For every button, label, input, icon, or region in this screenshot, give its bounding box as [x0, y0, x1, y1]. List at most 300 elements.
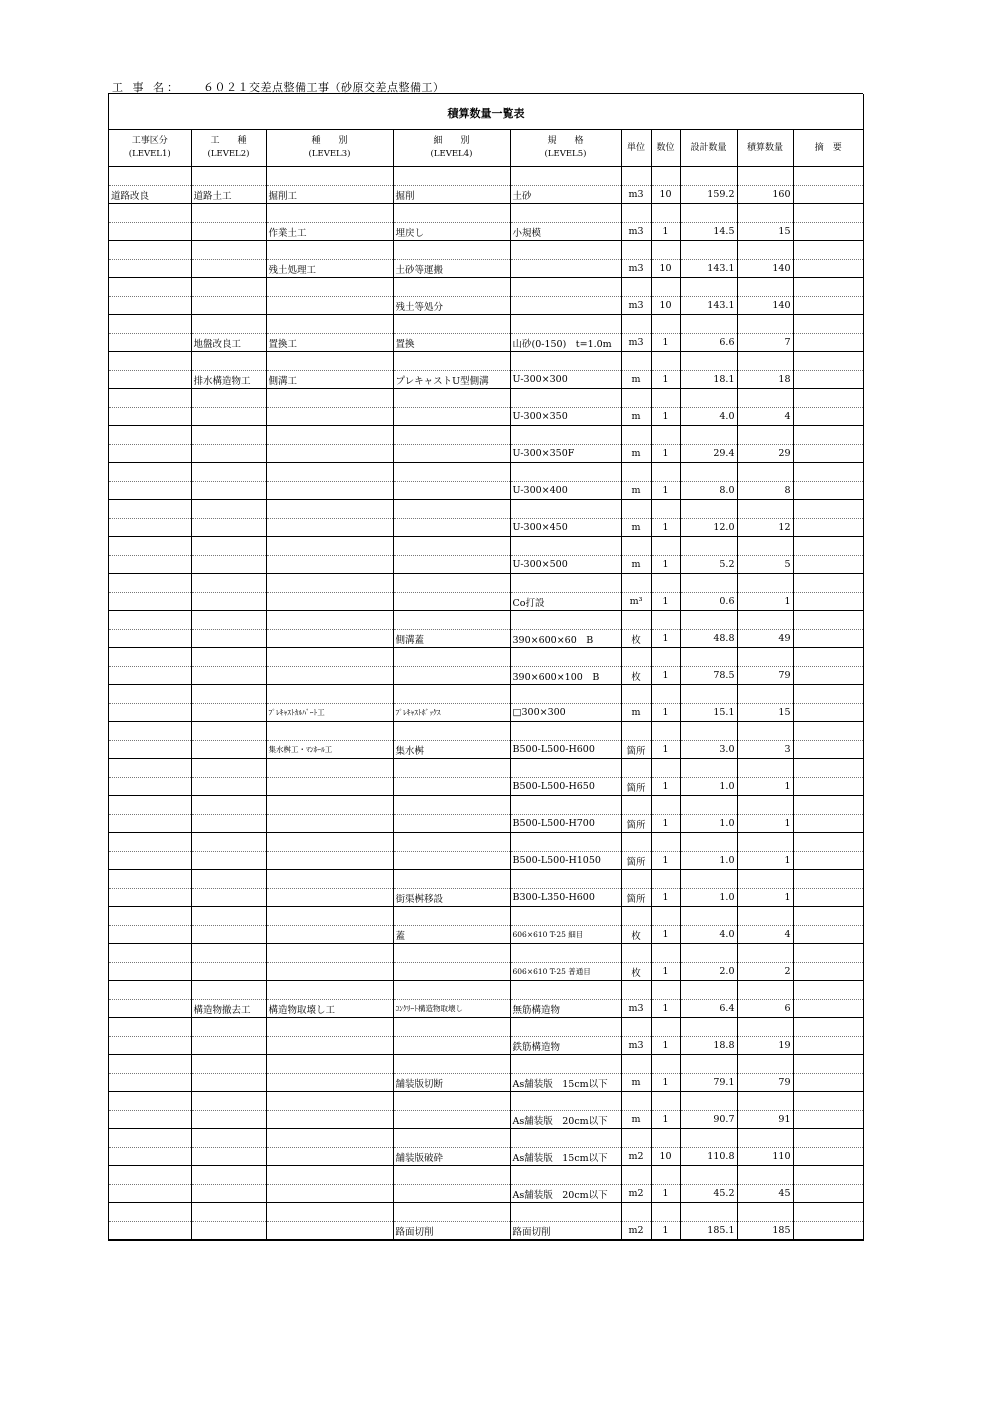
header-level1: 工事区分 (LEVEL1) — [109, 130, 191, 167]
spacer-cell — [793, 870, 863, 889]
spacer-cell — [191, 167, 266, 186]
spacer-cell — [793, 1092, 863, 1111]
spacer-cell — [266, 315, 393, 334]
cell-remarks — [793, 1185, 863, 1203]
spacer-row — [109, 759, 863, 778]
spacer-cell — [266, 1092, 393, 1111]
cell-remarks — [793, 963, 863, 981]
cell-remarks — [793, 1222, 863, 1240]
spacer-cell — [109, 500, 191, 519]
table-row — [109, 186, 863, 204]
cell-calc-qty: 140 — [737, 297, 793, 315]
cell-remarks — [793, 667, 863, 685]
spacer-cell — [510, 722, 621, 741]
cell-level4 — [393, 963, 510, 981]
spacer-cell — [680, 1018, 737, 1037]
cell-unit: m — [621, 704, 651, 722]
spacer-cell — [109, 1055, 191, 1074]
cell-remarks — [793, 1111, 863, 1129]
cell-level1 — [109, 297, 191, 315]
cell-level4: 蓋 — [393, 926, 510, 944]
spacer-cell — [651, 907, 680, 926]
cell-level5: As舗装版 20cm以下 — [510, 1185, 621, 1203]
spacer-cell — [793, 204, 863, 223]
cell-level5: 小規模 — [510, 223, 621, 241]
cell-unit: 箇所 — [621, 889, 651, 907]
cell-level3 — [266, 926, 393, 944]
cell-level1 — [109, 1148, 191, 1166]
spacer-row — [109, 389, 863, 408]
cell-digit: 1 — [651, 445, 680, 463]
spacer-cell — [393, 204, 510, 223]
spacer-cell — [621, 463, 651, 482]
cell-unit: m3 — [621, 223, 651, 241]
spacer-cell — [266, 685, 393, 704]
cell-design-qty: 12.0 — [680, 519, 737, 537]
spacer-cell — [510, 315, 621, 334]
spacer-cell — [266, 944, 393, 963]
cell-design-qty: 78.5 — [680, 667, 737, 685]
cell-unit: 枚 — [621, 963, 651, 981]
spacer-cell — [266, 796, 393, 815]
spacer-cell — [651, 315, 680, 334]
cell-digit: 1 — [651, 704, 680, 722]
cell-level1 — [109, 704, 191, 722]
cell-level2 — [191, 593, 266, 611]
spacer-cell — [793, 1055, 863, 1074]
table-row — [109, 889, 863, 907]
spacer-cell — [510, 981, 621, 1000]
header-design-qty: 設計数量 — [680, 130, 737, 167]
spacer-cell — [793, 463, 863, 482]
spacer-cell — [510, 574, 621, 593]
cell-digit: 1 — [651, 334, 680, 352]
spacer-cell — [793, 1166, 863, 1185]
spacer-cell — [109, 1203, 191, 1222]
cell-unit: 箇所 — [621, 815, 651, 833]
spacer-row — [109, 833, 863, 852]
spacer-cell — [651, 167, 680, 186]
cell-calc-qty: 6 — [737, 1000, 793, 1018]
table-row — [109, 1000, 863, 1018]
spacer-cell — [651, 685, 680, 704]
spacer-cell — [621, 611, 651, 630]
cell-level3: 構造物取壊し工 — [266, 1000, 393, 1018]
table-row — [109, 963, 863, 981]
spacer-cell — [680, 574, 737, 593]
spacer-row — [109, 241, 863, 260]
spacer-cell — [621, 944, 651, 963]
cell-digit: 1 — [651, 667, 680, 685]
spacer-cell — [680, 537, 737, 556]
cell-digit: 1 — [651, 630, 680, 648]
spacer-cell — [266, 167, 393, 186]
header-digit: 数位 — [651, 130, 680, 167]
spacer-cell — [621, 1203, 651, 1222]
cell-level5: B500-L500-H600 — [510, 741, 621, 759]
spacer-cell — [737, 870, 793, 889]
cell-level1 — [109, 741, 191, 759]
cell-level5: □300×300 — [510, 704, 621, 722]
spacer-cell — [393, 389, 510, 408]
spacer-cell — [510, 1055, 621, 1074]
spacer-cell — [109, 389, 191, 408]
cell-level3 — [266, 1185, 393, 1203]
table-row — [109, 371, 863, 389]
cell-unit: 箇所 — [621, 741, 651, 759]
cell-level3: 作業土工 — [266, 223, 393, 241]
spacer-cell — [266, 759, 393, 778]
spacer-cell — [680, 685, 737, 704]
spacer-cell — [191, 981, 266, 1000]
spacer-cell — [621, 426, 651, 445]
spacer-cell — [393, 426, 510, 445]
cell-level1 — [109, 482, 191, 500]
table-row — [109, 1148, 863, 1166]
cell-level2 — [191, 519, 266, 537]
spacer-cell — [191, 1203, 266, 1222]
cell-level2: 地盤改良工 — [191, 334, 266, 352]
spacer-cell — [621, 833, 651, 852]
cell-level3 — [266, 593, 393, 611]
spacer-cell — [393, 907, 510, 926]
spacer-cell — [266, 278, 393, 297]
table-row — [109, 408, 863, 426]
header-level2: 工 種 (LEVEL2) — [191, 130, 266, 167]
cell-remarks — [793, 1000, 863, 1018]
spacer-cell — [793, 537, 863, 556]
cell-level4 — [393, 1037, 510, 1055]
cell-digit: 1 — [651, 778, 680, 796]
cell-remarks — [793, 852, 863, 870]
cell-level3 — [266, 445, 393, 463]
cell-level3 — [266, 297, 393, 315]
spacer-cell — [109, 907, 191, 926]
spacer-cell — [393, 611, 510, 630]
cell-level1 — [109, 1222, 191, 1240]
spacer-cell — [510, 1092, 621, 1111]
cell-digit: 1 — [651, 593, 680, 611]
cell-design-qty: 90.7 — [680, 1111, 737, 1129]
spacer-cell — [510, 870, 621, 889]
spacer-cell — [621, 1129, 651, 1148]
cell-design-qty: 48.8 — [680, 630, 737, 648]
cell-level2 — [191, 482, 266, 500]
spacer-cell — [737, 167, 793, 186]
cell-level2: 構造物撤去工 — [191, 1000, 266, 1018]
spacer-cell — [680, 944, 737, 963]
spacer-row — [109, 500, 863, 519]
spacer-cell — [621, 574, 651, 593]
cell-calc-qty: 1 — [737, 852, 793, 870]
spacer-cell — [680, 1092, 737, 1111]
spacer-cell — [393, 315, 510, 334]
spacer-cell — [680, 352, 737, 371]
cell-level3 — [266, 1222, 393, 1240]
cell-remarks — [793, 371, 863, 389]
cell-level2 — [191, 889, 266, 907]
spacer-cell — [680, 204, 737, 223]
spacer-cell — [737, 833, 793, 852]
spacer-row — [109, 537, 863, 556]
cell-level5 — [510, 297, 621, 315]
cell-level3 — [266, 408, 393, 426]
spacer-cell — [510, 611, 621, 630]
cell-design-qty: 8.0 — [680, 482, 737, 500]
cell-level5: As舗装版 15cm以下 — [510, 1148, 621, 1166]
spacer-cell — [109, 1166, 191, 1185]
spacer-row — [109, 796, 863, 815]
spacer-row — [109, 685, 863, 704]
spacer-cell — [393, 870, 510, 889]
spacer-row — [109, 944, 863, 963]
table-row — [109, 1074, 863, 1092]
quantity-table — [109, 130, 863, 1240]
cell-remarks — [793, 1148, 863, 1166]
spacer-cell — [510, 278, 621, 297]
spacer-cell — [266, 204, 393, 223]
table-row — [109, 630, 863, 648]
spacer-cell — [109, 1018, 191, 1037]
spacer-cell — [109, 1129, 191, 1148]
spacer-cell — [266, 241, 393, 260]
cell-digit: 1 — [651, 926, 680, 944]
cell-unit: 枚 — [621, 667, 651, 685]
cell-unit: m3 — [621, 297, 651, 315]
cell-unit: 枚 — [621, 630, 651, 648]
spacer-cell — [651, 463, 680, 482]
cell-unit: m3 — [621, 1037, 651, 1055]
spacer-row — [109, 907, 863, 926]
cell-unit: m³ — [621, 593, 651, 611]
table-row — [109, 704, 863, 722]
cell-level2 — [191, 1185, 266, 1203]
spacer-cell — [737, 611, 793, 630]
cell-level4: ﾌﾟﾚｷｬｽﾄﾎﾞｯｸｽ — [393, 704, 510, 722]
cell-unit: m3 — [621, 260, 651, 278]
cell-level2 — [191, 815, 266, 833]
cell-level2 — [191, 704, 266, 722]
cell-unit: m3 — [621, 1000, 651, 1018]
spacer-cell — [793, 1203, 863, 1222]
quantity-sheet — [108, 94, 864, 1241]
spacer-cell — [510, 500, 621, 519]
spacer-cell — [393, 944, 510, 963]
spacer-cell — [651, 500, 680, 519]
spacer-cell — [651, 1129, 680, 1148]
cell-level1 — [109, 445, 191, 463]
cell-remarks — [793, 297, 863, 315]
cell-level1 — [109, 815, 191, 833]
spacer-cell — [510, 389, 621, 408]
spacer-cell — [266, 1203, 393, 1222]
spacer-cell — [737, 389, 793, 408]
cell-level1 — [109, 778, 191, 796]
spacer-row — [109, 574, 863, 593]
spacer-cell — [793, 833, 863, 852]
spacer-cell — [393, 1055, 510, 1074]
spacer-cell — [793, 389, 863, 408]
spacer-cell — [680, 1055, 737, 1074]
project-label: 工 事 名： — [112, 81, 181, 94]
cell-level4 — [393, 1111, 510, 1129]
cell-level4 — [393, 556, 510, 574]
cell-calc-qty: 7 — [737, 334, 793, 352]
cell-level2 — [191, 630, 266, 648]
header-unit: 単位 — [621, 130, 651, 167]
cell-level4: 埋戻し — [393, 223, 510, 241]
spacer-cell — [680, 870, 737, 889]
spacer-cell — [191, 204, 266, 223]
cell-level4: 掘削 — [393, 186, 510, 204]
spacer-cell — [191, 685, 266, 704]
spacer-cell — [266, 722, 393, 741]
table-row — [109, 1037, 863, 1055]
spacer-cell — [393, 241, 510, 260]
spacer-cell — [109, 611, 191, 630]
spacer-cell — [109, 241, 191, 260]
spacer-cell — [191, 389, 266, 408]
spacer-cell — [393, 352, 510, 371]
spacer-cell — [191, 796, 266, 815]
cell-level3 — [266, 1148, 393, 1166]
spacer-row — [109, 463, 863, 482]
spacer-cell — [737, 1203, 793, 1222]
spacer-cell — [621, 389, 651, 408]
cell-level2 — [191, 223, 266, 241]
spacer-cell — [191, 241, 266, 260]
spacer-cell — [191, 500, 266, 519]
cell-level4: プレキャストU型側溝 — [393, 371, 510, 389]
spacer-cell — [793, 648, 863, 667]
spacer-cell — [737, 1018, 793, 1037]
cell-design-qty: 6.6 — [680, 334, 737, 352]
cell-level5: U-300×500 — [510, 556, 621, 574]
cell-digit: 1 — [651, 963, 680, 981]
cell-digit: 1 — [651, 556, 680, 574]
cell-design-qty: 79.1 — [680, 1074, 737, 1092]
cell-level4 — [393, 852, 510, 870]
spacer-cell — [680, 315, 737, 334]
cell-level4 — [393, 593, 510, 611]
cell-calc-qty: 2 — [737, 963, 793, 981]
table-row — [109, 223, 863, 241]
spacer-cell — [680, 981, 737, 1000]
cell-design-qty: 1.0 — [680, 815, 737, 833]
spacer-cell — [109, 833, 191, 852]
cell-unit: m — [621, 482, 651, 500]
spacer-cell — [393, 278, 510, 297]
spacer-cell — [393, 722, 510, 741]
spacer-cell — [191, 278, 266, 297]
table-row — [109, 445, 863, 463]
cell-digit: 1 — [651, 1037, 680, 1055]
cell-remarks — [793, 334, 863, 352]
cell-unit: m2 — [621, 1222, 651, 1240]
spacer-cell — [393, 1166, 510, 1185]
spacer-cell — [680, 796, 737, 815]
cell-calc-qty: 4 — [737, 408, 793, 426]
spacer-cell — [621, 500, 651, 519]
cell-unit: m2 — [621, 1185, 651, 1203]
spacer-cell — [651, 981, 680, 1000]
cell-unit: m — [621, 556, 651, 574]
cell-level5: U-300×450 — [510, 519, 621, 537]
cell-level1 — [109, 556, 191, 574]
cell-remarks — [793, 704, 863, 722]
spacer-cell — [393, 500, 510, 519]
spacer-cell — [680, 759, 737, 778]
spacer-cell — [510, 167, 621, 186]
cell-level4: 置換 — [393, 334, 510, 352]
spacer-cell — [651, 1018, 680, 1037]
spacer-cell — [393, 463, 510, 482]
spacer-cell — [651, 870, 680, 889]
cell-design-qty: 1.0 — [680, 889, 737, 907]
spacer-row — [109, 1092, 863, 1111]
cell-unit: m — [621, 1074, 651, 1092]
spacer-cell — [793, 1018, 863, 1037]
cell-level1 — [109, 371, 191, 389]
spacer-cell — [510, 537, 621, 556]
spacer-cell — [191, 315, 266, 334]
cell-calc-qty: 1 — [737, 593, 793, 611]
spacer-cell — [737, 796, 793, 815]
spacer-row — [109, 722, 863, 741]
table-row — [109, 260, 863, 278]
spacer-cell — [109, 574, 191, 593]
cell-level4: 路面切削 — [393, 1222, 510, 1240]
cell-design-qty: 185.1 — [680, 1222, 737, 1240]
table-row — [109, 741, 863, 759]
cell-unit: m3 — [621, 186, 651, 204]
cell-digit: 1 — [651, 852, 680, 870]
spacer-cell — [393, 574, 510, 593]
cell-level4 — [393, 667, 510, 685]
spacer-cell — [680, 907, 737, 926]
cell-design-qty: 45.2 — [680, 1185, 737, 1203]
cell-level2 — [191, 1148, 266, 1166]
cell-unit: 枚 — [621, 926, 651, 944]
cell-level3 — [266, 778, 393, 796]
spacer-row — [109, 1166, 863, 1185]
spacer-cell — [651, 722, 680, 741]
cell-unit: m — [621, 1111, 651, 1129]
spacer-cell — [510, 907, 621, 926]
spacer-cell — [510, 1203, 621, 1222]
cell-level3 — [266, 630, 393, 648]
cell-design-qty: 0.6 — [680, 593, 737, 611]
spacer-cell — [109, 315, 191, 334]
spacer-cell — [651, 1166, 680, 1185]
spacer-cell — [191, 759, 266, 778]
cell-digit: 1 — [651, 1111, 680, 1129]
cell-level5: U-300×350 — [510, 408, 621, 426]
table-row — [109, 815, 863, 833]
header-row — [109, 130, 863, 167]
spacer-cell — [793, 500, 863, 519]
cell-calc-qty: 79 — [737, 1074, 793, 1092]
cell-level4 — [393, 445, 510, 463]
table-row — [109, 1111, 863, 1129]
cell-design-qty: 14.5 — [680, 223, 737, 241]
cell-level2 — [191, 297, 266, 315]
spacer-cell — [793, 611, 863, 630]
cell-level3: ﾌﾟﾚｷｬｽﾄｶﾙﾊﾞｰﾄ工 — [266, 704, 393, 722]
spacer-row — [109, 426, 863, 445]
spacer-cell — [793, 759, 863, 778]
spacer-cell — [393, 1092, 510, 1111]
